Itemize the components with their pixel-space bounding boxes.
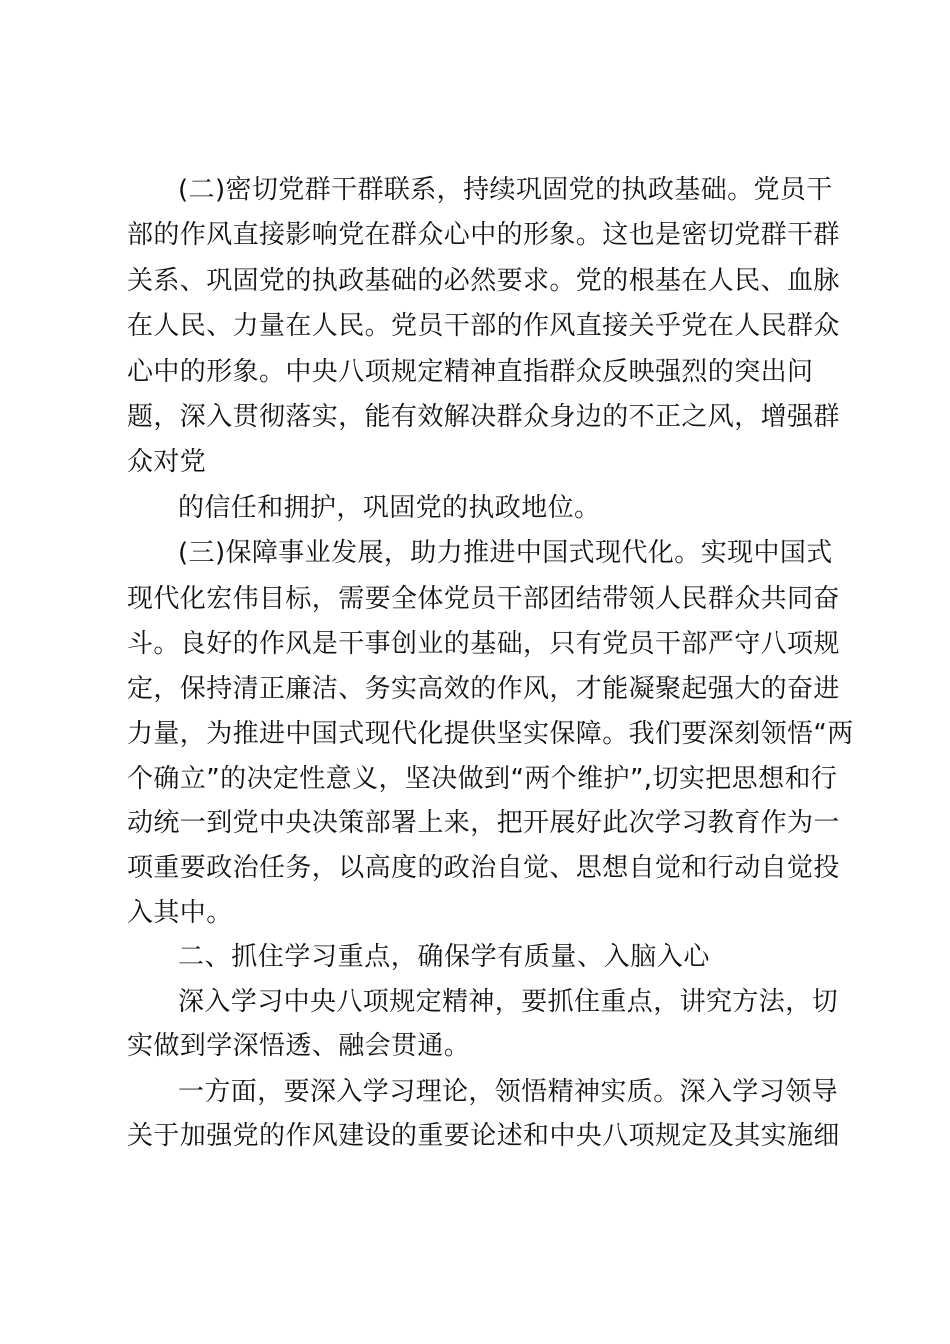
paragraph-3-line-5: 力量，为推进中国式现代化提供坚实保障。我们要深刻领悟“两: [127, 719, 854, 749]
paragraph-3-line-6: 个确立”的决定性意义，坚决做到“两个维护”,切实把思想和行: [127, 764, 838, 794]
paragraph-2-line-6: 题，深入贯彻落实，能有效解决群众身边的不正之风，增强群: [127, 402, 840, 432]
paragraph-2-line-4: 在人民、力量在人民。党员干部的作风直接关乎党在人民群众: [127, 311, 840, 341]
section-heading: 二、抓住学习重点，确保学有质量、入脑入心: [178, 942, 711, 972]
paragraph-3-line-9: 入其中。: [127, 898, 233, 928]
point-paragraph-line-1: 一方面，要深入学习理论，领悟精神实质。深入学习领导: [178, 1077, 839, 1107]
paragraph-2-line-2: 部的作风直接影响党在群众心中的形象。这也是密切党群干群: [127, 220, 840, 250]
paragraph-2-line-3: 关系、巩固党的执政基础的必然要求。党的根基在人民、血脉: [127, 266, 840, 296]
point-paragraph-line-2: 关于加强党的作风建设的重要论述和中央八项规定及其实施细: [127, 1121, 840, 1151]
paragraph-3-line-1: (三)保障事业发展，助力推进中国式现代化。实现中国式: [178, 538, 833, 568]
paragraph-3-line-4: 定，保持清正廉洁、务实高效的作风，才能凝聚起强大的奋进: [127, 674, 840, 704]
paragraph-3-line-2: 现代化宏伟目标，需要全体党员干部团结带领人民群众共同奋: [127, 584, 840, 614]
paragraph-3-line-3: 斗。良好的作风是干事创业的基础，只有党员干部严守八项规: [127, 629, 840, 659]
paragraph-3-line-7: 动统一到党中央决策部署上来，把开展好此次学习教育作为一: [127, 808, 840, 838]
paragraph-2-line-7: 众对党: [127, 447, 207, 477]
intro-paragraph-line-2: 实做到学深悟透、融会贯通。: [127, 1031, 471, 1061]
paragraph-2-line-5: 心中的形象。中央八项规定精神直指群众反映强烈的突出问: [127, 357, 814, 387]
paragraph-3-line-8: 项重要政治任务，以高度的政治自觉、思想自觉和行动自觉投: [127, 853, 840, 883]
paragraph-2-line-1: (二)密切党群干群联系，持续巩固党的执政基础。党员干: [178, 175, 833, 205]
paragraph-2-continuation: 的信任和拥护，巩固党的执政地位。: [178, 493, 601, 523]
intro-paragraph-line-1: 深入学习中央八项规定精神，要抓住重点，讲究方法，切: [178, 987, 839, 1017]
